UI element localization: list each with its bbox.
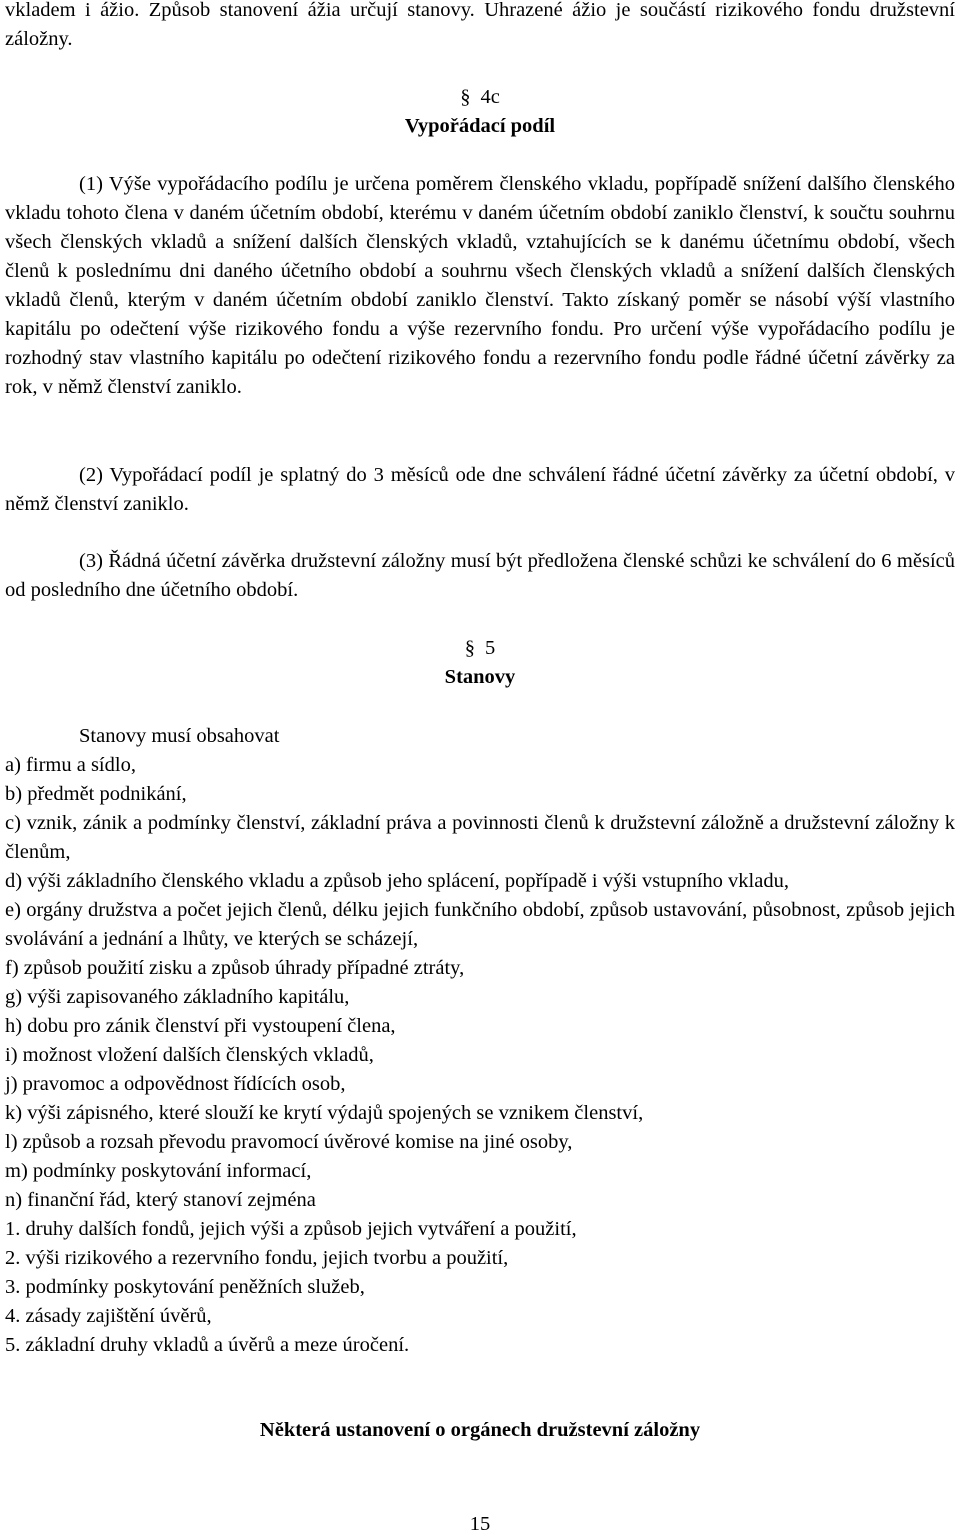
page-number: 15 <box>469 1513 491 1535</box>
list-item: f) způsob použití zisku a způsob úhrady případné ztráty, <box>5 957 465 979</box>
intro-paragraph: vkladem i ážio. Způsob stanovení ážia určují stanovy. Uhrazené ážio je součástí rizikového fondu družstevní záložny. <box>5 0 955 50</box>
section-5-heading <box>5 634 955 692</box>
list-item: 2. výši rizikového a rezervního fondu, jejich tvorbu a použití, <box>5 1247 509 1269</box>
section-4c-heading <box>5 83 955 141</box>
next-heading: Některá ustanovení o orgánech družstevní záložny <box>259 1419 701 1441</box>
section-symbol: § <box>460 86 471 108</box>
section-5-number <box>5 634 955 663</box>
list-item: 5. základní druhy vkladů a úvěrů a meze úročení. <box>5 1334 410 1356</box>
list-item: 1. druhy dalších fondů, jejich výši a způsob jejich vytváření a použití, <box>5 1218 577 1240</box>
section-number: 5 <box>485 637 496 659</box>
section-4c-number <box>5 83 955 112</box>
list-item: a) firmu a sídlo, <box>5 754 136 776</box>
section-5-list <box>5 751 955 1360</box>
list-item: j) pravomoc a odpovědnost řídících osob, <box>5 1073 346 1095</box>
section-4c-paragraph-3: (3) Řádná účetní závěrka družstevní záložny musí být předložena členské schůzi ke schválení do 6 měsíců od posledního dne účetního období. <box>5 550 955 601</box>
list-item: h) dobu pro zánik členství při vystoupení člena, <box>5 1015 396 1037</box>
list-item: i) možnost vložení dalších členských vkladů, <box>5 1044 374 1066</box>
list-item: g) výši zapisovaného základního kapitálu, <box>5 986 350 1008</box>
list-item: d) výši základního členského vkladu a způsob jeho splácení, popřípadě i výši vstupního vkladu, <box>5 870 789 892</box>
list-item: n) finanční řád, který stanoví zejména <box>5 1189 316 1211</box>
list-item: c) vznik, zánik a podmínky členství, základní práva a povinnosti členů k družstevní záložně a družstevní záložny k členům, <box>5 812 955 863</box>
section-4c-paragraph-2: (2) Vypořádací podíl je splatný do 3 měsíců ode dne schválení řádné účetní závěrky za účetní období, v němž členství zaniklo. <box>5 464 955 515</box>
list-item: b) předmět podnikání, <box>5 783 187 805</box>
section-5-lead: Stanovy musí obsahovat <box>79 725 280 747</box>
section-4c-paragraph-1: (1) Výše vypořádacího podílu je určena poměrem členského vkladu, popřípadě snížení dalšího členského vkladu tohoto člena v daném účetním období, kterému v daném účetním období zaniklo členství, k součtu souhrnu všech členských vkladů a snížení dalších členských vkladů, vztahujících se k danému účetnímu období, všech členů k poslednímu dni daného účetního období a souhrnu všech členských vkladů a snížení dalších členských vkladů členů, kterým v daném účetním období zaniklo členství. Takto získaný poměr se násobí výší vlastního kapitálu po odečtení výše rizikového fondu a výše rezervního fondu. Pro určení výše vypořádacího podílu je rozhodný stav vlastního kapitálu po odečtení rizikového fondu a rezervního fondu podle řádné účetní závěrky za rok, v němž členství zaniklo. <box>5 173 955 398</box>
list-item: m) podmínky poskytování informací, <box>5 1160 312 1182</box>
list-item: 3. podmínky poskytování peněžních služeb, <box>5 1276 365 1298</box>
list-item: l) způsob a rozsah převodu pravomocí úvěrové komise na jiné osoby, <box>5 1131 573 1153</box>
section-4c-title: Vypořádací podíl <box>404 115 556 137</box>
section-5-title: Stanovy <box>444 666 516 688</box>
section-number: 4c <box>480 86 500 108</box>
list-item: 4. zásady zajištění úvěrů, <box>5 1305 212 1327</box>
section-symbol: § <box>464 637 475 659</box>
list-item: e) orgány družstva a počet jejich členů, délku jejich funkčního období, způsob ustavování, působnost, způsob jejich svolávání a jednání a lhůty, ve kterých se scházejí, <box>5 899 955 950</box>
list-item: k) výši zápisného, které slouží ke krytí výdajů spojených se vznikem členství, <box>5 1102 644 1124</box>
